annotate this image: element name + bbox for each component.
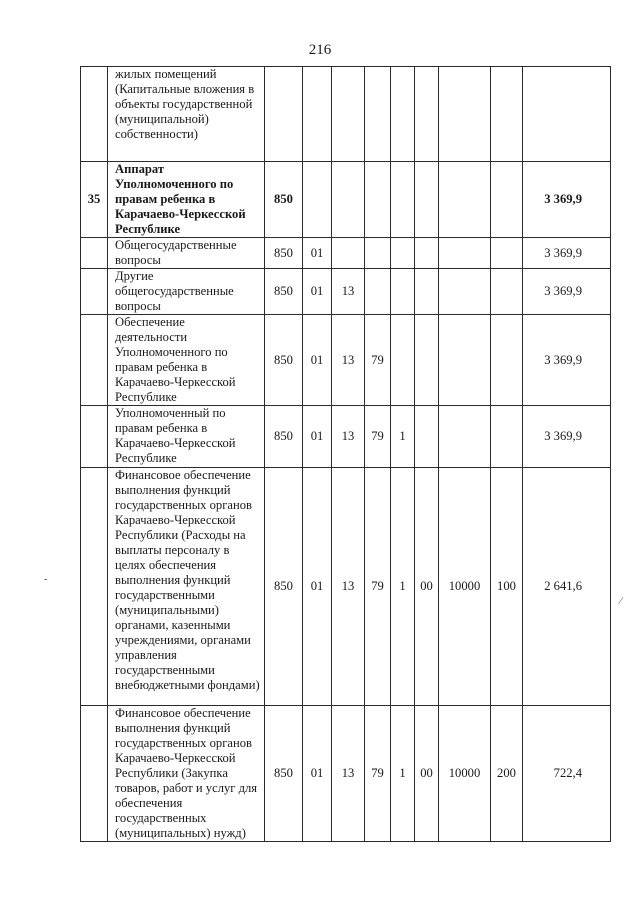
cell-c1: 850	[265, 706, 303, 842]
cell-c4	[365, 67, 391, 162]
cell-c2	[303, 162, 332, 238]
cell-c2: 01	[303, 315, 332, 406]
cell-c3: 13	[332, 315, 365, 406]
cell-c5: 1	[391, 468, 415, 706]
cell-num	[81, 468, 108, 706]
cell-c3: 13	[332, 269, 365, 315]
table-row	[81, 706, 611, 842]
cell-name: Финансовое обеспечение выполнения функций государственных органов Карачаево-Черкесской Республики (Расходы на выплаты персоналу в целях обеспечения выполнения функций государственными (муниципальными) органами, казенными учреждениями, органами управления государственными внебюджетными фондами)	[108, 468, 265, 706]
cell-amount	[523, 67, 611, 162]
cell-c1: 850	[265, 162, 303, 238]
cell-amount: 3 369,9	[523, 162, 611, 238]
cell-c6	[415, 67, 439, 162]
cell-c7	[439, 406, 491, 468]
cell-name: Обеспечение деятельности Уполномоченного по правам ребенка в Карачаево-Черкесской Республике	[108, 315, 265, 406]
cell-c7	[439, 315, 491, 406]
cell-c8	[491, 406, 523, 468]
cell-c3	[332, 67, 365, 162]
table-row	[81, 67, 611, 162]
scan-mark-left: -	[44, 574, 48, 585]
cell-c6	[415, 269, 439, 315]
cell-c4	[365, 238, 391, 269]
cell-c7	[439, 269, 491, 315]
cell-amount: 3 369,9	[523, 315, 611, 406]
cell-c5	[391, 269, 415, 315]
cell-c2: 01	[303, 238, 332, 269]
cell-c4: 79	[365, 315, 391, 406]
cell-c6	[415, 406, 439, 468]
cell-c1: 850	[265, 315, 303, 406]
cell-c7	[439, 238, 491, 269]
cell-c6	[415, 162, 439, 238]
cell-c6	[415, 238, 439, 269]
cell-c8	[491, 238, 523, 269]
cell-c7: 10000	[439, 468, 491, 706]
cell-c3: 13	[332, 706, 365, 842]
cell-c5	[391, 238, 415, 269]
cell-c5: 1	[391, 406, 415, 468]
cell-name: Аппарат Уполномоченного по правам ребенка в Карачаево-Черкесской Республике	[108, 162, 265, 238]
cell-c8	[491, 162, 523, 238]
cell-amount: 722,4	[523, 706, 611, 842]
cell-c2: 01	[303, 406, 332, 468]
table-row	[81, 315, 611, 406]
cell-c8: 100	[491, 468, 523, 706]
cell-c5	[391, 162, 415, 238]
cell-amount: 2 641,6	[523, 468, 611, 706]
cell-c7: 10000	[439, 706, 491, 842]
table-row	[81, 162, 611, 238]
cell-c3	[332, 238, 365, 269]
cell-c1: 850	[265, 468, 303, 706]
cell-c1	[265, 67, 303, 162]
cell-c8	[491, 269, 523, 315]
cell-name: жилых помещений (Капитальные вложения в объекты государственной (муниципальной) собственности)	[108, 67, 265, 162]
cell-c5	[391, 67, 415, 162]
cell-c4	[365, 269, 391, 315]
page-number: 216	[308, 42, 332, 58]
cell-name: Общегосударственные вопросы	[108, 238, 265, 269]
cell-c1: 850	[265, 406, 303, 468]
cell-c8	[491, 67, 523, 162]
cell-c7	[439, 162, 491, 238]
cell-c7	[439, 67, 491, 162]
table-row	[81, 468, 611, 706]
cell-c2: 01	[303, 706, 332, 842]
cell-c6	[415, 315, 439, 406]
cell-c8	[491, 315, 523, 406]
cell-num	[81, 238, 108, 269]
cell-name: Финансовое обеспечение выполнения функций государственных органов Карачаево-Черкесской Республики (Закупка товаров, работ и услуг для обеспечения государственных (муниципальных) нужд)	[108, 706, 265, 842]
cell-c6: 00	[415, 468, 439, 706]
cell-c1: 850	[265, 269, 303, 315]
cell-amount: 3 369,9	[523, 406, 611, 468]
cell-c3	[332, 162, 365, 238]
table-row	[81, 238, 611, 269]
cell-c3: 13	[332, 406, 365, 468]
table-body	[81, 67, 611, 842]
cell-name: Другие общегосударственные вопросы	[108, 269, 265, 315]
cell-num	[81, 706, 108, 842]
cell-num	[81, 67, 108, 162]
cell-num	[81, 315, 108, 406]
cell-amount: 3 369,9	[523, 238, 611, 269]
cell-c5: 1	[391, 706, 415, 842]
cell-c2	[303, 67, 332, 162]
cell-c8: 200	[491, 706, 523, 842]
cell-c4: 79	[365, 468, 391, 706]
cell-num	[81, 406, 108, 468]
cell-num	[81, 269, 108, 315]
cell-c1: 850	[265, 238, 303, 269]
table-row	[81, 269, 611, 315]
scan-mark-right: ⁄	[620, 596, 622, 607]
cell-c3: 13	[332, 468, 365, 706]
cell-c5	[391, 315, 415, 406]
cell-c2: 01	[303, 269, 332, 315]
cell-num: 35	[81, 162, 108, 238]
cell-c4: 79	[365, 406, 391, 468]
cell-c4: 79	[365, 706, 391, 842]
table-row	[81, 406, 611, 468]
budget-table	[80, 66, 611, 842]
cell-c6: 00	[415, 706, 439, 842]
cell-c4	[365, 162, 391, 238]
cell-name: Уполномоченный по правам ребенка в Карачаево-Черкесской Республике	[108, 406, 265, 468]
cell-c2: 01	[303, 468, 332, 706]
cell-amount: 3 369,9	[523, 269, 611, 315]
